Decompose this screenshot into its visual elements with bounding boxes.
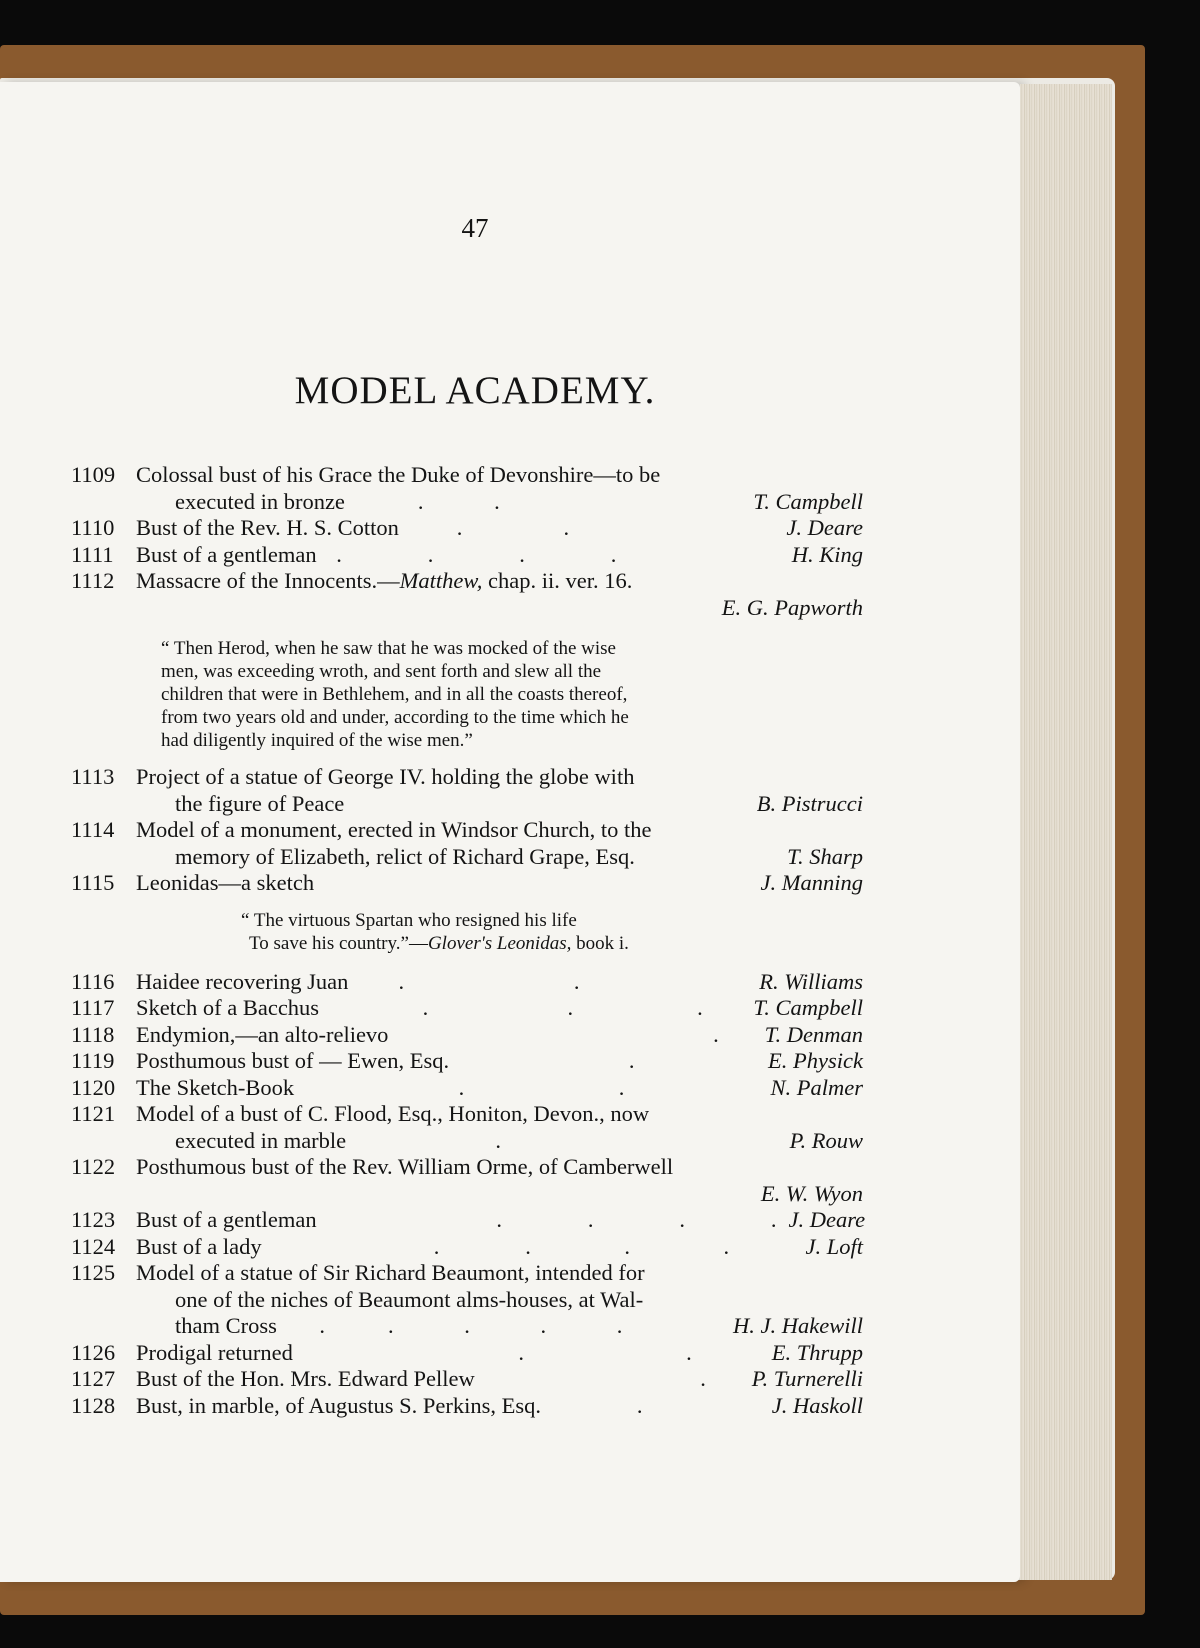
entry-title-continued: one of the niches of Beaumont alms-houses, at Wal- [175, 1286, 644, 1312]
quote-line: had diligently inquired of the wise men.” [161, 730, 473, 751]
entry-title: Bust of a gentleman [136, 1207, 317, 1232]
entry-number: 1114 [71, 817, 115, 842]
entry-number: 1117 [71, 995, 115, 1020]
verse-line: To save his country.”—Glover's Leonidas, book i. [249, 932, 629, 954]
entry-artist: H. King [791, 541, 863, 567]
entry-title: Bust, in marble, of Augustus S. Perkins, Esq. [136, 1392, 542, 1418]
quote-line: men, was exceeding wroth, and sent forth and slew all the [161, 661, 602, 682]
entry-number: 1123 [71, 1207, 116, 1232]
entry-title-continued: memory of Elizabeth, relict of Richard Grape, Esq. [175, 843, 635, 869]
page-number: 47 [461, 213, 489, 243]
quote-line: from two years old and under, according to the time which he [161, 707, 629, 728]
entry-number: 1110 [71, 515, 115, 540]
catalogue-entry-1126: 1126 Prodigal returned . . E. Thrupp [71, 1339, 863, 1365]
catalogue-entries [71, 462, 866, 1419]
entry-number: 1128 [71, 1392, 116, 1418]
entry-artist: P. Rouw [789, 1127, 863, 1153]
catalogue-entry-1121: 1121 Model of a bust of C. Flood, Esq., Honiton, Devon., now executed in marble . P. Rouw [71, 1101, 863, 1153]
entry-artist: E. Thrupp [771, 1339, 863, 1365]
entry-title: Bust of the Hon. Mrs. Edward Pellew [136, 1366, 475, 1391]
catalogue-entry-1109: 1109 Colossal bust of his Grace the Duke of Devonshire—to be executed in bronze . . T. Campbell [71, 462, 863, 514]
verse-line: “ The virtuous Spartan who resigned his life [241, 909, 577, 931]
entry-title: Bust of a gentleman [136, 541, 317, 567]
entry-number: 1125 [71, 1260, 116, 1285]
page-heading: MODEL ACADEMY. [294, 369, 656, 412]
entry-artist: P. Turnerelli [751, 1366, 863, 1391]
entry-number: 1120 [71, 1074, 116, 1100]
entry-title: Endymion,—an alto-relievo [136, 1021, 389, 1047]
catalogue-entry-1112 [71, 568, 863, 752]
entry-title-continued: tham Cross [175, 1313, 277, 1338]
catalogue-entry-1124: 1124 Bust of a lady . . . . J. Loft [71, 1233, 863, 1259]
entry-title: Model of a monument, erected in Windsor Church, to the [136, 817, 652, 842]
entry-title: Posthumous bust of the Rev. William Orme, of Camberwell [136, 1154, 674, 1179]
entry-artist: N. Palmer [770, 1074, 863, 1100]
entry-title: Haidee recovering Juan [136, 968, 349, 994]
catalogue-entry-1122 [71, 1154, 863, 1207]
entry-artist: H. J. Hakewill [733, 1313, 863, 1338]
entry-number: 1113 [71, 764, 115, 789]
entry-number: 1124 [71, 1233, 116, 1259]
entry-title-continued: the figure of Peace [175, 790, 345, 816]
entry-number: 1121 [71, 1101, 116, 1126]
catalogue-entry-1117: 1117 Sketch of a Bacchus . . . T. Campbell [71, 995, 863, 1020]
entry-artist: J. Deare [788, 1207, 866, 1232]
entry-number: 1122 [71, 1154, 116, 1179]
entry-artist: B. Pistrucci [756, 790, 863, 816]
entry-number: 1112 [71, 568, 115, 593]
entry-title: Sketch of a Bacchus [136, 995, 320, 1020]
catalogue-entry-1111: 1111 Bust of a gentleman . . . . H. King [71, 541, 863, 567]
entry-title: Massacre of the Innocents.—Matthew, chap. ii. ver. 16. [136, 568, 633, 593]
entry-title: Bust of the Rev. H. S. Cotton [136, 515, 399, 540]
catalogue-entry-1119: 1119 Posthumous bust of — Ewen, Esq. . E. Physick [71, 1048, 863, 1073]
quote-line: children that were in Bethlehem, and in all the coasts thereof, [161, 684, 628, 705]
catalogue-entry-1115 [71, 870, 863, 955]
catalogue-entry-1118: 1118 Endymion,—an alto-relievo . T. Denman [71, 1021, 863, 1047]
entry-title: Project of a statue of George IV. holding the globe with [136, 764, 635, 789]
catalogue-entry-1128: 1128 Bust, in marble, of Augustus S. Perkins, Esq. . J. Haskoll [71, 1392, 863, 1418]
entry-title: The Sketch-Book [136, 1074, 295, 1100]
entry-title: Model of a statue of Sir Richard Beaumont, intended for [136, 1260, 645, 1285]
catalogue-entry-1125: 1125 Model of a statue of Sir Richard Beaumont, intended for one of the niches of Beaumont alms-houses, at Wal- tham Cross . . . . . H. J. Hakewill [71, 1260, 863, 1338]
catalogue-entry-1123: 1123 Bust of a gentleman . . . . J. Deare [71, 1207, 866, 1232]
entry-artist: T. Sharp [787, 843, 863, 869]
entry-artist: T. Campbell [753, 488, 863, 514]
catalogue-entry-1110: 1110 Bust of the Rev. H. S. Cotton . . J. Deare [71, 515, 863, 540]
entry-artist: E. W. Wyon [760, 1180, 863, 1206]
entry-artist: J. Loft [805, 1233, 863, 1259]
entry-artist: E. G. Papworth [721, 594, 863, 620]
entry-artist: T. Campbell [753, 995, 863, 1020]
entry-title: Colossal bust of his Grace the Duke of Devonshire—to be [136, 462, 661, 487]
entry-title: Posthumous bust of — Ewen, Esq. [136, 1048, 450, 1073]
entry-number: 1115 [71, 870, 115, 895]
entry-artist: R. Williams [759, 968, 863, 994]
verse-quote [241, 909, 761, 955]
entry-title: Leonidas—a sketch [136, 870, 315, 895]
entry-artist: E. Physick [768, 1048, 863, 1073]
entry-title: Bust of a lady [136, 1233, 262, 1259]
entry-number: 1109 [71, 462, 116, 487]
entry-title: Prodigal returned [136, 1339, 293, 1365]
catalogue-entry-1114 [71, 817, 863, 870]
entry-number: 1127 [71, 1366, 116, 1391]
entry-number: 1111 [71, 541, 114, 567]
quote-line: “ Then Herod, when he saw that he was mocked of the wise [161, 638, 616, 659]
catalogue-entry-1120: 1120 The Sketch-Book . . N. Palmer [71, 1074, 863, 1100]
entry-artist: J. Haskoll [771, 1392, 863, 1418]
entry-artist: J. Manning [760, 870, 863, 895]
entry-artist: J. Deare [786, 515, 863, 540]
catalogue-entry-1127: 1127 Bust of the Hon. Mrs. Edward Pellew . P. Turnerelli [71, 1366, 863, 1391]
page-edges [1020, 84, 1112, 1580]
entry-title-continued: executed in bronze [175, 488, 345, 514]
catalogue-entry-1113 [71, 764, 863, 817]
entry-title-continued: executed in marble [175, 1127, 347, 1153]
entry-number: 1119 [71, 1048, 115, 1073]
entry-artist: T. Denman [764, 1021, 863, 1047]
entry-number: 1116 [71, 968, 115, 994]
catalogue-entry-1116: 1116 Haidee recovering Juan . . R. Williams [71, 968, 863, 994]
scripture-quote [161, 637, 841, 752]
entry-number: 1118 [71, 1021, 115, 1047]
entry-title: Model of a bust of C. Flood, Esq., Honiton, Devon., now [136, 1101, 650, 1126]
entry-number: 1126 [71, 1339, 116, 1365]
